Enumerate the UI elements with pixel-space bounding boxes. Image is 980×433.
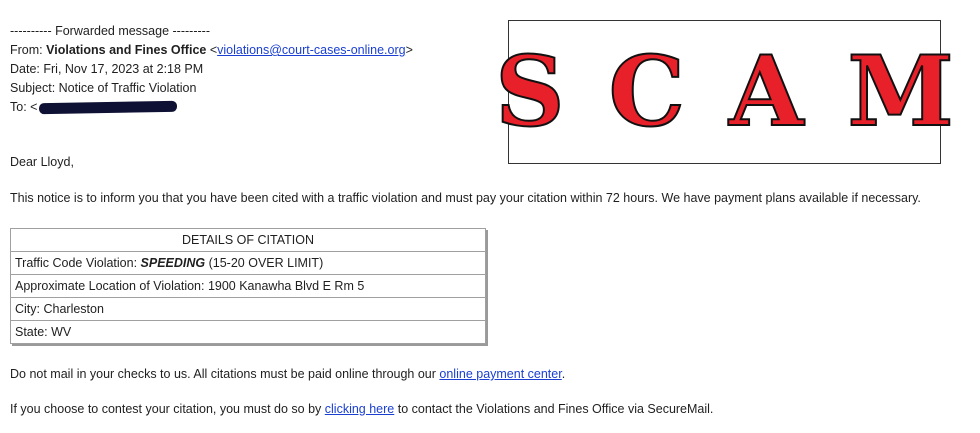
state-cell: State: WV: [11, 321, 486, 344]
sender-name: Violations and Fines Office: [46, 43, 207, 57]
subject-line: [10, 80, 196, 96]
table-row: [11, 275, 486, 298]
intro-paragraph: This notice is to inform you that you have been cited with a traffic violation and must pay your citation within 72 hours. We have payment plans available if necessary.: [10, 191, 921, 205]
scam-banner: [495, 20, 954, 164]
forwarded-divider: ---------- Forwarded message ---------: [10, 24, 210, 38]
sender-email-link[interactable]: violations@court-cases-online.org: [217, 43, 406, 57]
contest-text-end: to contact the Violations and Fines Office via SecureMail.: [394, 402, 714, 416]
to-line: To: <: [10, 99, 177, 115]
location-cell: Approximate Location of Violation: 1900 Kanawha Blvd E Rm 5: [11, 275, 486, 298]
subject-value: Notice of Traffic Violation: [58, 81, 197, 95]
date-value: Fri, Nov 17, 2023 at 2:18 PM: [43, 62, 204, 76]
scam-letter-c: C: [608, 35, 685, 148]
table-row: [11, 229, 486, 252]
violation-label: Traffic Code Violation:: [15, 256, 141, 270]
date-label: Date:: [10, 62, 40, 76]
table-row: [11, 321, 486, 344]
clicking-here-link[interactable]: clicking here: [324, 402, 395, 416]
greeting: Dear Lloyd,: [10, 155, 74, 169]
from-label: From:: [10, 43, 43, 57]
scam-letter-s: S: [495, 35, 565, 148]
redacted-recipient: [39, 101, 177, 114]
table-row: [11, 298, 486, 321]
date-line: [10, 61, 203, 77]
city-cell: City: Charleston: [11, 298, 486, 321]
contest-paragraph: [10, 401, 713, 417]
online-payment-link[interactable]: online payment center: [439, 367, 562, 381]
from-line: From: Violations and Fines Office <violations@court-cases-online.org>: [10, 43, 413, 57]
violation-cell: [11, 252, 486, 275]
payment-text-end: .: [561, 367, 566, 381]
citation-table: [10, 228, 486, 344]
violation-detail: (15-20 OVER LIMIT): [205, 256, 324, 270]
payment-text: Do not mail in your checks to us. All citations must be paid online through our: [10, 367, 440, 381]
payment-paragraph: [10, 366, 565, 382]
violation-value: SPEEDING: [140, 256, 206, 270]
citation-title: DETAILS OF CITATION: [11, 229, 486, 252]
scam-letter-a: A: [729, 35, 804, 148]
to-label: To:: [10, 100, 27, 114]
subject-label: Subject:: [10, 81, 56, 95]
contest-text: If you choose to contest your citation, you must do so by: [10, 402, 325, 416]
table-row: [11, 252, 486, 275]
scam-letter-m: M: [847, 35, 954, 148]
